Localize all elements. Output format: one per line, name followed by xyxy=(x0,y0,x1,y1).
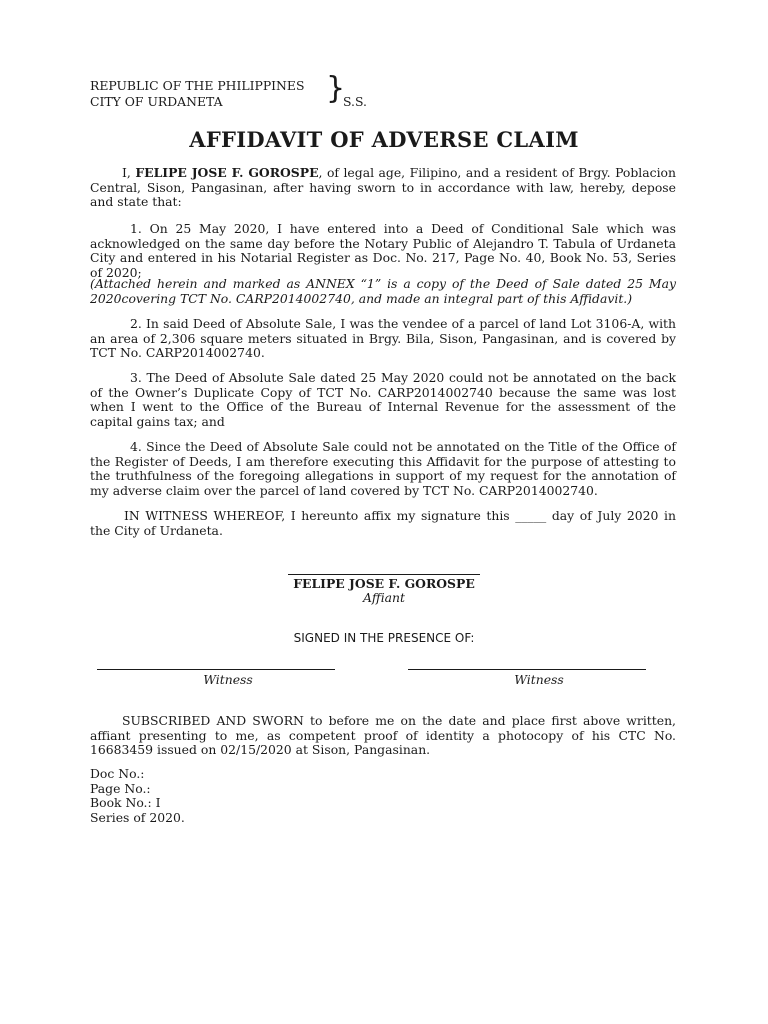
venue-brace: } xyxy=(326,71,346,106)
paragraph-3: 3. The Deed of Absolute Sale dated 25 May 2020 could not be annotated on the back of the Owner’s Duplicate Copy of TCT No. CARP2014002740 because the same was lost when I went to the Office of the Bureau of Internal Revenue for the assessment of the capital gains tax; and xyxy=(90,370,676,429)
affiant-name-inline: FELIPE JOSE F. GOROSPE xyxy=(135,165,319,180)
doc-no: Doc No.: xyxy=(90,766,145,781)
intro-prefix: I, xyxy=(122,165,136,180)
annex-note: (Attached herein and marked as ANNEX “1” is a copy of the Deed of Sale dated 25 May 2020covering TCT No. CARP2014002740, and made an integral part of this Affidavit.) xyxy=(90,276,676,306)
intro-paragraph xyxy=(90,166,676,210)
intro-rest: , of legal age, Filipino, and a resident of Brgy. Poblacion Central, Sison, Pangasinan, after having sworn to in accordance with law, hereby, depose and state that: xyxy=(90,165,676,210)
affiant-signature-line xyxy=(288,574,480,575)
witness-1-label: Witness xyxy=(203,672,253,687)
book-no: Book No.: I xyxy=(90,795,161,811)
venue-block xyxy=(90,78,304,110)
document-title: AFFIDAVIT OF ADVERSE CLAIM xyxy=(189,127,579,152)
signed-presence-label: SIGNED IN THE PRESENCE OF: xyxy=(293,631,475,645)
jurat-paragraph: SUBSCRIBED AND SWORN to before me on the date and place first above written, affiant presenting to me, as competent proof of identity a photocopy of his CTC No. 16683459 issued on 02/15/2020 at Sison, Pangasinan. xyxy=(90,713,676,758)
venue-country: REPUBLIC OF THE PHILIPPINES xyxy=(90,78,305,93)
venue-city: CITY OF URDANETA xyxy=(90,94,223,109)
series: Series of 2020. xyxy=(90,809,185,825)
venue-ss: S.S. xyxy=(343,94,367,109)
paragraph-1: 1. On 25 May 2020, I have entered into a Deed of Conditional Sale which was acknowledged on the same day before the Notary Public of Alejandro T. Tabula of Urdaneta City and entered in his Notarial Register as Doc. No. 217, Page No. 40, Book No. 53, Series of 2020; xyxy=(90,221,676,280)
witness-1-signature-line xyxy=(97,669,335,670)
witness-2-signature-line xyxy=(408,669,646,670)
paragraph-2: 2. In said Deed of Absolute Sale, I was the vendee of a parcel of land Lot 3106-A, with an area of 2,306 square meters situated in Brgy. Bila, Sison, Pangasinan, and is covered by TCT No. CARP2014002740. xyxy=(90,316,676,361)
witness-clause: IN WITNESS WHEREOF, I hereunto affix my signature this _____ day of July 2020 in the City of Urdaneta. xyxy=(90,508,676,538)
affiant-name: FELIPE JOSE F. GOROSPE xyxy=(293,576,475,591)
page-no: Page No.: xyxy=(90,780,151,796)
witness-2-label: Witness xyxy=(514,672,564,687)
notarial-details xyxy=(90,767,185,825)
affiant-role: Affiant xyxy=(362,590,406,605)
paragraph-4: 4. Since the Deed of Absolute Sale could not be annotated on the Title of the Office of the Register of Deeds, I am therefore executing this Affidavit for the purpose of attesting to the truthfulness of the foregoing allegations in support of my request for the annotation of my adverse claim over the parcel of land covered by TCT No. CARP2014002740. xyxy=(90,439,676,498)
